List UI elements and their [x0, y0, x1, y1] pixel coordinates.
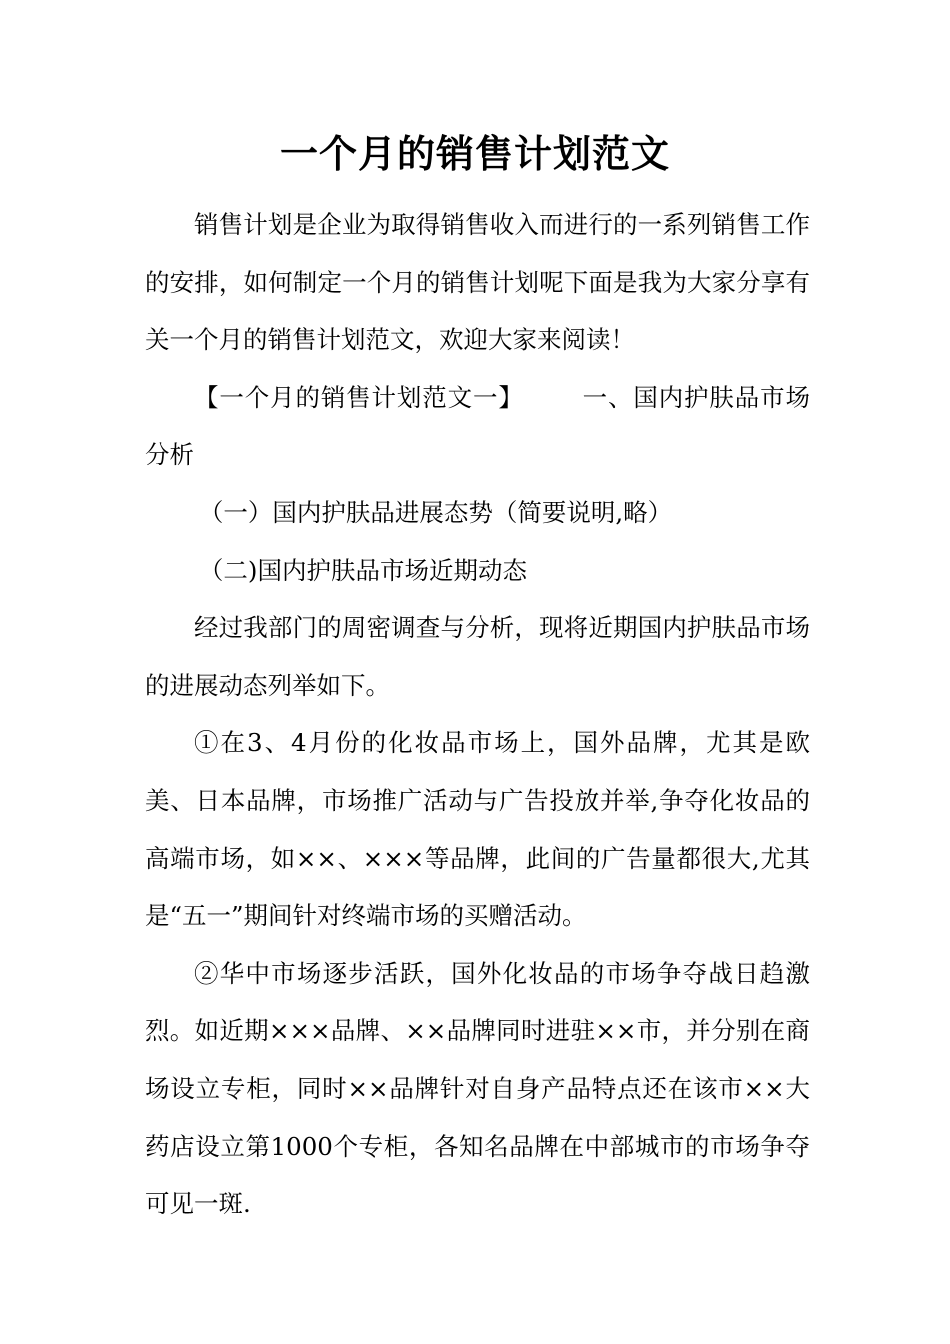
section-first-heading: 一、国内护肤品市场分析: [145, 382, 811, 470]
paragraph-section-header: [145, 369, 810, 484]
paragraph-sub1: （一）国内护肤品进展态势（简要说明,略）: [198, 497, 673, 527]
section-header-label: 【一个月的销售计划范文一】: [194, 382, 524, 412]
paragraph-p2: ①在3、4月份的化妆品市场上，国外品牌，尤其是欧美、日本品牌，市场推广活动与广告投放并举,争夺化妆品的高端市场，如××、×××等品牌，此间的广告量都很大,尤其是“五一”期间针对终端市场的买赠活动。: [145, 728, 810, 931]
paragraph-p1: 经过我部门的周密调查与分析，现将近期国内护肤品市场的进展动态列举如下。: [145, 613, 810, 700]
document-body: [145, 196, 810, 1233]
paragraph-p3: ②华中市场逐步活跃，国外化妆品的市场争夺战日趋激烈。如近期×××品牌、××品牌同时进驻××市，并分别在商场设立专柜，同时××品牌针对自身产品特点还在该市××大药店设立第1000个专柜，各知名品牌在中部城市的市场争夺可见一斑.: [145, 958, 810, 1219]
paragraph-intro: 销售计划是企业为取得销售收入而进行的一系列销售工作的安排，如何制定一个月的销售计划呢下面是我为大家分享有关一个月的销售计划范文，欢迎大家来阅读！: [145, 210, 810, 355]
paragraph-sub2: （二)国内护肤品市场近期动态: [198, 555, 527, 585]
document-title: 一个月的销售计划范文: [279, 131, 670, 176]
